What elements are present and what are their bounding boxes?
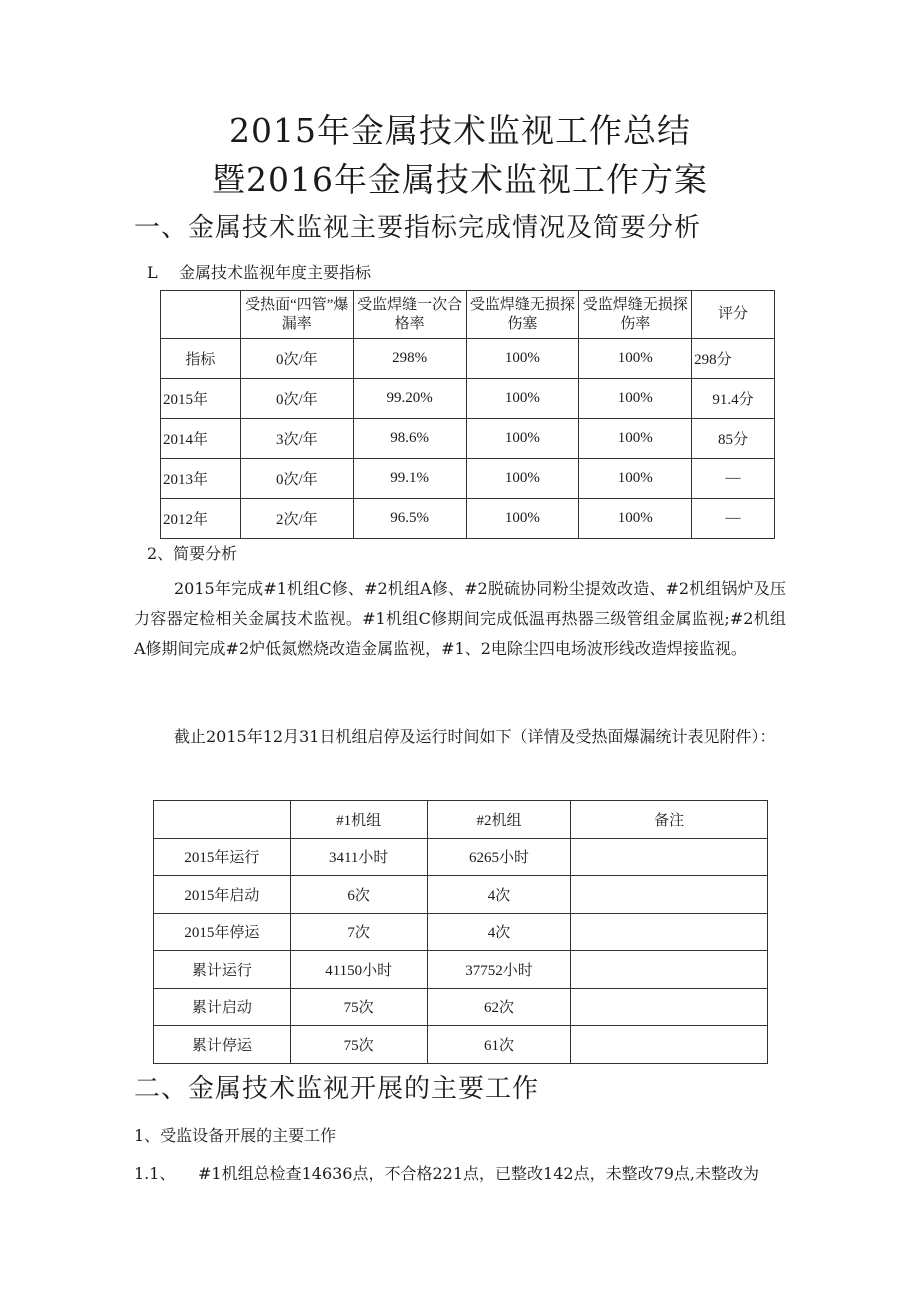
table-cell — [571, 1026, 768, 1064]
table-cell: 2015年 — [161, 379, 241, 419]
table-cell: 100% — [579, 499, 692, 539]
table-row — [161, 459, 775, 499]
table-header-row — [154, 801, 768, 839]
table-cell: 累计运行 — [154, 951, 291, 989]
table-cell: 100% — [466, 419, 579, 459]
table-cell: 100% — [579, 419, 692, 459]
table-cell: — — [692, 499, 775, 539]
table-cell: 100% — [579, 459, 692, 499]
table-cell: 100% — [466, 499, 579, 539]
table-cell: 96.5% — [353, 499, 466, 539]
table-cell: 6次 — [290, 876, 427, 914]
table-cell: 100% — [466, 459, 579, 499]
table-row — [161, 419, 775, 459]
header-cell: 受热面“四管”爆漏率 — [240, 291, 353, 339]
header-cell: 受监焊缝无损探伤率 — [579, 291, 692, 339]
header-cell: #1机组 — [290, 801, 427, 839]
table-row — [161, 339, 775, 379]
runtime-paragraph: 截止2015年12月31日机组启停及运行时间如下（详情及受热面爆漏统计表见附件）： — [174, 727, 776, 746]
table-cell — [571, 988, 768, 1026]
table-cell: 3411小时 — [290, 838, 427, 876]
table-cell: 2015年启动 — [154, 876, 291, 914]
table-cell: — — [692, 459, 775, 499]
table-cell: 2012年 — [161, 499, 241, 539]
table-cell: 91.4分 — [692, 379, 775, 419]
table-cell: 75次 — [290, 988, 427, 1026]
header-cell: 评分 — [692, 291, 775, 339]
table-cell: 累计停运 — [154, 1026, 291, 1064]
table-row — [154, 838, 768, 876]
runtime-table — [153, 800, 768, 1064]
table-cell: 2013年 — [161, 459, 241, 499]
table-row — [161, 499, 775, 539]
table-cell: 3次/年 — [240, 419, 353, 459]
table-cell: 85分 — [692, 419, 775, 459]
table-cell: 298分 — [692, 339, 775, 379]
table-cell: 6265小时 — [427, 838, 571, 876]
header-cell: 受监焊缝无损探伤塞 — [466, 291, 579, 339]
table-row — [154, 1026, 768, 1064]
table-cell — [571, 838, 768, 876]
table-cell: 298% — [353, 339, 466, 379]
table-row — [154, 951, 768, 989]
table-row — [161, 379, 775, 419]
header-cell: 受监焊缝一次合格率 — [353, 291, 466, 339]
indicator-table — [160, 290, 775, 539]
section1-heading: 一、金属技术监视主要指标完成情况及简要分析 — [134, 213, 702, 243]
header-cell — [154, 801, 291, 839]
table-cell: 4次 — [427, 876, 571, 914]
table-cell: 99.20% — [353, 379, 466, 419]
table-cell: 7次 — [290, 913, 427, 951]
table-cell: 98.6% — [353, 419, 466, 459]
table-cell: 4次 — [427, 913, 571, 951]
table-cell: 75次 — [290, 1026, 427, 1064]
analysis-paragraph: 2015年完成#1机组C修、#2机组A修、#2脱硫协同粉尘提效改造、#2机组锅炉及压力容器定检相关金属技术监视。#1机组C修期间完成低温再热器三级管组金属监视;#2机组A修期间完成#2炉低氮燃烧改造金属监视，#1、2电除尘四电场波形线改造焊接监视。 — [134, 579, 786, 658]
table-row — [154, 876, 768, 914]
table-cell: 62次 — [427, 988, 571, 1026]
sub2-title: 2、简要分析 — [147, 544, 238, 563]
table-cell: 累计启动 — [154, 988, 291, 1026]
table-cell: 2015年运行 — [154, 838, 291, 876]
section2-heading: 二、金属技术监视开展的主要工作 — [134, 1074, 540, 1104]
table-cell: 指标 — [161, 339, 241, 379]
item-number: 1.1、 — [134, 1164, 176, 1183]
item-text: #1机组总检查14636点，不合格221点，已整改142点，未整改79点,未整改为 — [198, 1164, 760, 1183]
table-cell: 0次/年 — [240, 459, 353, 499]
table-row — [154, 913, 768, 951]
section2-sub1: 1、受监设备开展的主要工作 — [134, 1126, 337, 1145]
table-cell: 100% — [466, 339, 579, 379]
table-cell: 100% — [466, 379, 579, 419]
table-header-row — [161, 291, 775, 339]
header-cell: 备注 — [571, 801, 768, 839]
table-cell — [571, 951, 768, 989]
table-cell: 2次/年 — [240, 499, 353, 539]
sub1-title: 金属技术监视年度主要指标 — [179, 263, 372, 282]
title-line-2: 暨2016年金属技术监视工作方案 — [212, 160, 708, 199]
table-cell: 100% — [579, 339, 692, 379]
header-cell: #2机组 — [427, 801, 571, 839]
table-cell: 2015年停运 — [154, 913, 291, 951]
table-cell: 37752小时 — [427, 951, 571, 989]
table-cell — [571, 913, 768, 951]
table-cell — [571, 876, 768, 914]
table-cell: 61次 — [427, 1026, 571, 1064]
title-line-1: 2015年金属技术监视工作总结 — [229, 111, 691, 150]
header-cell — [161, 291, 241, 339]
table-cell: 100% — [579, 379, 692, 419]
table-cell: 99.1% — [353, 459, 466, 499]
sub1-marker: L — [147, 263, 158, 282]
table-cell: 41150小时 — [290, 951, 427, 989]
table-row — [154, 988, 768, 1026]
table-cell: 0次/年 — [240, 379, 353, 419]
table-cell: 0次/年 — [240, 339, 353, 379]
table-cell: 2014年 — [161, 419, 241, 459]
